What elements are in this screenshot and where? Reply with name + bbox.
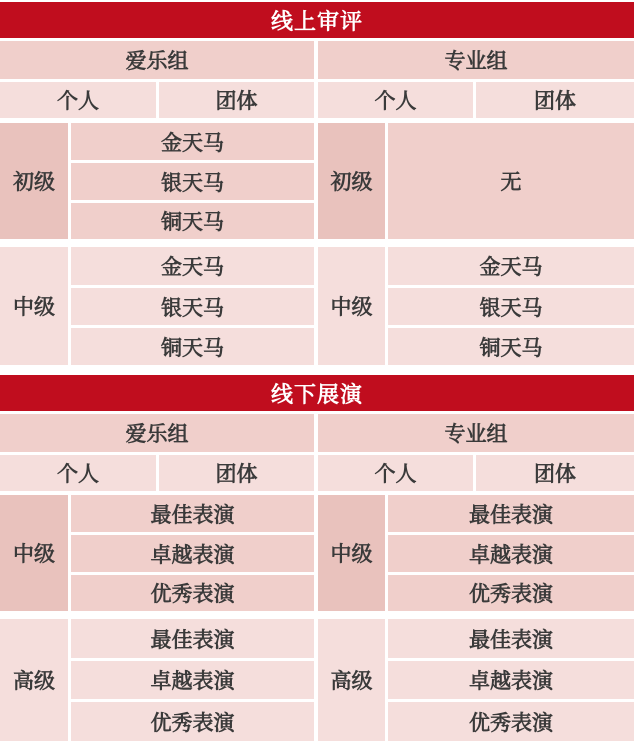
online-professional-level2-award-1: 金天马 [388,247,634,285]
online-professional-level2-award-2: 银天马 [388,288,634,325]
online-professional-level-label: 初级 [318,123,385,239]
online-amateur-individual-header: 个人 [0,82,156,118]
offline-amateur-group-header: 爱乐组 [0,414,314,452]
offline-professional-level2-label: 高级 [318,619,385,741]
online-amateur-level2-award-1: 金天马 [71,247,314,285]
online-professional-level2-award-3: 铜天马 [388,328,634,365]
offline-amateur-level-label: 中级 [0,495,68,611]
offline-amateur-level2-label: 高级 [0,619,68,741]
online-amateur-award-3: 铜天马 [71,203,314,239]
offline-professional-award-3: 优秀表演 [388,575,634,611]
offline-amateur-individual-header: 个人 [0,455,156,491]
online-professional-none-cell: 无 [388,123,634,239]
offline-professional-level-label: 中级 [318,495,385,611]
offline-professional-group-header: 专业组 [318,414,634,452]
online-professional-individual-header: 个人 [318,82,473,118]
online-amateur-level2-award-3: 铜天马 [71,328,314,365]
offline-professional-award-2: 卓越表演 [388,535,634,572]
online-amateur-group-header: 爱乐组 [0,41,314,79]
offline-professional-individual-header: 个人 [318,455,473,491]
offline-show-title: 线下展演 [270,382,363,408]
offline-professional-level2-award-2: 卓越表演 [388,661,634,699]
online-amateur-team-header: 团体 [159,82,314,118]
online-professional-team-header: 团体 [476,82,634,118]
online-amateur-level2-label: 中级 [0,247,68,365]
online-review-banner [0,2,634,38]
offline-professional-level2-award-1: 最佳表演 [388,619,634,658]
offline-professional-level2-award-3: 优秀表演 [388,702,634,741]
offline-amateur-level2-award-2: 卓越表演 [71,661,314,699]
offline-show-banner [0,375,634,411]
online-amateur-award-1: 金天马 [71,123,314,160]
online-amateur-level-label: 初级 [0,123,68,239]
offline-amateur-level2-award-1: 最佳表演 [71,619,314,658]
online-amateur-award-2: 银天马 [71,163,314,200]
offline-amateur-level2-award-3: 优秀表演 [71,702,314,741]
online-review-title: 线上审评 [270,9,363,35]
online-professional-group-header: 专业组 [318,41,634,79]
offline-amateur-award-1: 最佳表演 [71,495,314,532]
online-amateur-level2-award-2: 银天马 [71,288,314,325]
offline-amateur-team-header: 团体 [159,455,314,491]
offline-professional-team-header: 团体 [476,455,634,491]
offline-amateur-award-2: 卓越表演 [71,535,314,572]
online-professional-level2-label: 中级 [318,247,385,365]
offline-amateur-award-3: 优秀表演 [71,575,314,611]
offline-professional-award-1: 最佳表演 [388,495,634,532]
